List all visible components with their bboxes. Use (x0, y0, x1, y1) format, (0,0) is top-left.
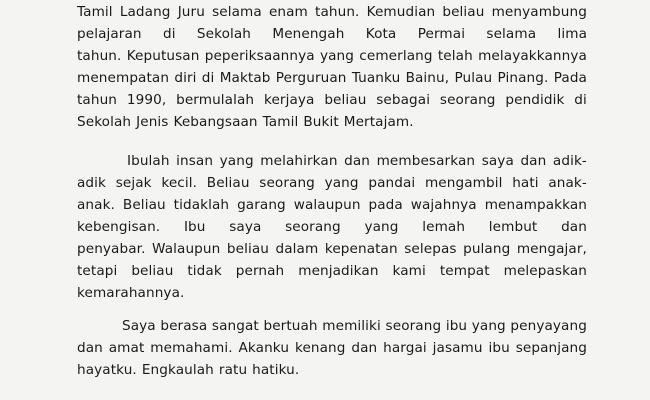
word: Keputusan (126, 48, 200, 64)
text-line (77, 359, 587, 381)
word: selepas (404, 241, 457, 257)
word: memiliki (322, 318, 381, 334)
text-line (77, 45, 587, 67)
word: Walaupun (152, 241, 221, 257)
text-line (77, 337, 587, 359)
word: menjadikan (298, 263, 379, 279)
word: Sekolah (196, 26, 252, 42)
word: yang (364, 219, 399, 235)
word: menempatan (77, 70, 170, 86)
text-line (77, 216, 587, 238)
word: Engkaulah (141, 362, 214, 378)
word: garang (237, 197, 286, 213)
word: saya (481, 153, 514, 169)
word: tempat (439, 263, 490, 279)
word: dan (351, 340, 378, 356)
word: melayakkannya (478, 48, 587, 64)
word: Kemudian (366, 4, 436, 20)
word: Mertajam. (343, 114, 414, 130)
word: di (162, 26, 176, 42)
word: mengajar, (516, 241, 587, 257)
word: sejak (115, 175, 152, 191)
word: Juru (177, 4, 205, 20)
word: Bainu, (405, 70, 450, 86)
word: seorang (385, 318, 442, 334)
word: hatiku. (252, 362, 300, 378)
word: yang (471, 318, 506, 334)
word: anak- (548, 175, 587, 191)
word: peperiksaannya (204, 48, 315, 64)
word: menampakkan (484, 197, 587, 213)
word: Pulau (454, 70, 493, 86)
text-line (77, 89, 587, 111)
word: yang (319, 48, 355, 64)
word: melahirkan (260, 153, 338, 169)
paragraph-1 (77, 1, 587, 133)
word: Ibulah (127, 153, 170, 169)
word: kepenatan (324, 241, 398, 257)
word: enam (268, 4, 308, 20)
word: dan (520, 153, 547, 169)
word: ibu (445, 318, 468, 334)
word: tidak (187, 263, 222, 279)
word: Ibu (183, 219, 206, 235)
word: seorang (259, 175, 315, 191)
word: sebagai (376, 92, 431, 108)
word: sepanjang (515, 340, 587, 356)
word: Akanku (238, 340, 290, 356)
word: berasa (160, 318, 208, 334)
word: tahun (77, 92, 118, 108)
text-line (77, 194, 587, 216)
word: insan (176, 153, 214, 169)
word: saya (229, 219, 262, 235)
word: Kebangsaan (173, 114, 258, 130)
word: selama (212, 4, 262, 20)
word: pulang (463, 241, 511, 257)
word: Pinang. (497, 70, 549, 86)
word: Permai (417, 26, 466, 42)
word: kerjaya (263, 92, 315, 108)
word: cemerlang (359, 48, 433, 64)
word: di (201, 70, 215, 86)
text-line (77, 172, 587, 194)
word: Menengah (272, 26, 345, 42)
word: penyabar. (77, 241, 146, 257)
word: Kota (365, 26, 397, 42)
word: Tamil (262, 114, 299, 130)
word: selama (486, 26, 537, 42)
text-line (77, 238, 587, 260)
word: hati (512, 175, 539, 191)
word: Ladang (119, 4, 171, 20)
text-line (77, 67, 587, 89)
word: Bukit (303, 114, 339, 130)
word: di (574, 92, 587, 108)
word: melepaskan (503, 263, 587, 279)
word: Beliau (122, 197, 166, 213)
word: pendidik (505, 92, 565, 108)
word: lima (557, 26, 587, 42)
word: pandai (368, 175, 416, 191)
word: diri (174, 70, 197, 86)
word: lemah (422, 219, 466, 235)
word: tahun. (315, 4, 360, 20)
text-line (77, 150, 587, 172)
word: beliau (442, 4, 485, 20)
word: seorang (285, 219, 341, 235)
word: adik (77, 175, 107, 191)
word: Perguruan (275, 70, 347, 86)
word: pernah (235, 263, 285, 279)
word: Beliau (206, 175, 250, 191)
word: yang (219, 153, 254, 169)
word: lembut (488, 219, 538, 235)
word: hayatku. (77, 362, 137, 378)
word: beliau (131, 263, 174, 279)
word: hargai (383, 340, 427, 356)
paragraph-3 (77, 315, 587, 381)
word: yang (324, 175, 359, 191)
word: pelajaran (77, 26, 142, 42)
word: Tuanku (351, 70, 401, 86)
word: Pada (553, 70, 587, 86)
text-line (77, 111, 587, 133)
word: kenang (294, 340, 346, 356)
word: ratu (218, 362, 248, 378)
word: memahami. (150, 340, 233, 356)
word: bermulalah (176, 92, 255, 108)
word: kecil. (161, 175, 198, 191)
word: amat (108, 340, 145, 356)
word: membesarkan (376, 153, 476, 169)
word: beliau (226, 241, 269, 257)
text-line (77, 315, 587, 337)
word: mengambil (424, 175, 503, 191)
word: dan (344, 153, 370, 169)
word: 1990, (126, 92, 167, 108)
word: kemarahannya. (77, 285, 185, 301)
word: beliau (324, 92, 367, 108)
word: tidaklah (173, 197, 230, 213)
word: seorang (439, 92, 496, 108)
word: Jenis (136, 114, 169, 130)
word: dalam (275, 241, 319, 257)
word: dan (561, 219, 587, 235)
word: tahun. (77, 48, 122, 64)
text-line (77, 1, 587, 23)
text-line (77, 282, 587, 304)
word: pada (368, 197, 403, 213)
text-line (77, 23, 587, 45)
word: Maktab (219, 70, 271, 86)
word: dan (77, 340, 103, 356)
word: walaupun (293, 197, 361, 213)
word: Sekolah (77, 114, 132, 130)
word: Saya (122, 318, 156, 334)
word: adik- (552, 153, 587, 169)
word: kebengisan. (77, 219, 161, 235)
word: bertuah (263, 318, 318, 334)
word: penyayang (510, 318, 587, 334)
word: telah (437, 48, 473, 64)
word: ibu (488, 340, 510, 356)
word: Tamil (77, 4, 113, 20)
word: wajahnya (410, 197, 477, 213)
word: anak. (77, 197, 115, 213)
paragraph-2 (77, 150, 587, 304)
word: kami (392, 263, 426, 279)
word: jasamu (432, 340, 483, 356)
word: tetapi (77, 263, 118, 279)
text-line (77, 260, 587, 282)
word: menyambung (491, 4, 587, 20)
word: sangat (211, 318, 259, 334)
